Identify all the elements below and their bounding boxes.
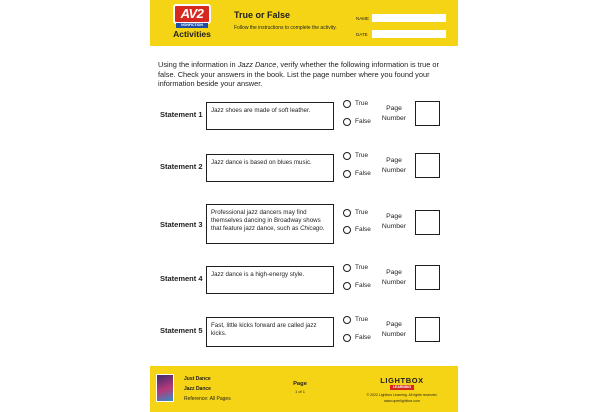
statement-text: Jazz dance is a high-energy style. (206, 266, 334, 294)
page-subtitle: Follow the instructions to complete the activity. (234, 25, 337, 31)
copyright-text: © 2022 Lightbox Learning. All rights reserved. (366, 393, 438, 397)
header-bar (150, 0, 458, 46)
logo-caption: Activities (173, 29, 211, 39)
page-number-box[interactable] (415, 317, 440, 342)
av2-logo (170, 4, 214, 40)
series-title: Just Dance (184, 376, 211, 382)
statement-label: Statement 5 (160, 326, 203, 335)
true-label: True (355, 152, 369, 159)
lightbox-logo: LIGHTBOX (380, 376, 424, 385)
statement-text: Jazz shoes are made of soft leather. (206, 102, 334, 130)
statement-row-5 (150, 312, 458, 352)
statement-text: Jazz dance is based on blues music. (206, 154, 334, 182)
false-radio[interactable] (343, 118, 351, 126)
footer-book-title: Jazz Dance (184, 386, 211, 392)
false-radio[interactable] (343, 170, 351, 178)
date-label: DATE (356, 32, 368, 37)
page-number-label: Page Number (381, 157, 407, 174)
name-field[interactable] (372, 14, 446, 22)
statement-label: Statement 2 (160, 162, 203, 171)
page-number-label: Page Number (381, 105, 407, 122)
true-radio[interactable] (343, 152, 351, 160)
statement-text: Fast, little kicks forward are called jazz kicks. (206, 317, 334, 347)
logo-badge: AV2 (173, 4, 211, 24)
worksheet-page (150, 0, 458, 412)
page-number-label: Page Number (381, 269, 407, 286)
true-radio[interactable] (343, 316, 351, 324)
false-label: False (355, 118, 371, 125)
page-number-box[interactable] (415, 210, 440, 235)
book-title: Jazz Dance (237, 60, 277, 69)
false-label: False (355, 282, 371, 289)
lightbox-learning-tag: LEARNING (390, 385, 414, 390)
page-number-box[interactable] (415, 101, 440, 126)
statement-label: Statement 3 (160, 220, 203, 229)
page-number-box[interactable] (415, 153, 440, 178)
instructions: Using the information in Jazz Dance, verify whether the following information is true or false. Check your answers in the book. List the page number where you found your information beside your answer. (158, 60, 439, 89)
false-label: False (355, 170, 371, 177)
book-cover-thumbnail (156, 374, 174, 402)
false-radio[interactable] (343, 334, 351, 342)
website-link[interactable]: www.openlightbox.com (384, 399, 420, 403)
name-label: NAME (356, 16, 370, 21)
page-word: Page (293, 381, 307, 387)
statement-row-4 (150, 260, 458, 300)
true-radio[interactable] (343, 209, 351, 217)
statement-text: Professional jazz dancers may find themselves dancing in Broadway shows that feature jazz dance, such as Chicago. (206, 204, 334, 244)
true-label: True (355, 209, 369, 216)
logo-subtext: NONFICTION (176, 23, 208, 28)
page-count: 1 of 1 (294, 389, 305, 394)
date-field[interactable] (372, 30, 446, 38)
false-label: False (355, 334, 371, 341)
true-radio[interactable] (343, 264, 351, 272)
true-label: True (355, 316, 369, 323)
true-label: True (355, 264, 369, 271)
page-number-label: Page Number (381, 321, 407, 338)
statement-label: Statement 1 (160, 110, 203, 119)
true-radio[interactable] (343, 100, 351, 108)
statement-row-1 (150, 96, 458, 136)
page-number-box[interactable] (415, 265, 440, 290)
false-radio[interactable] (343, 226, 351, 234)
page-number-label: Page Number (381, 213, 407, 230)
true-label: True (355, 100, 369, 107)
false-label: False (355, 226, 371, 233)
reference-text: Reference: All Pages (184, 396, 231, 402)
statement-row-3 (150, 204, 458, 248)
page-title: True or False (234, 10, 291, 20)
false-radio[interactable] (343, 282, 351, 290)
footer-bar (150, 366, 458, 412)
statement-label: Statement 4 (160, 274, 203, 283)
statement-row-2 (150, 148, 458, 188)
